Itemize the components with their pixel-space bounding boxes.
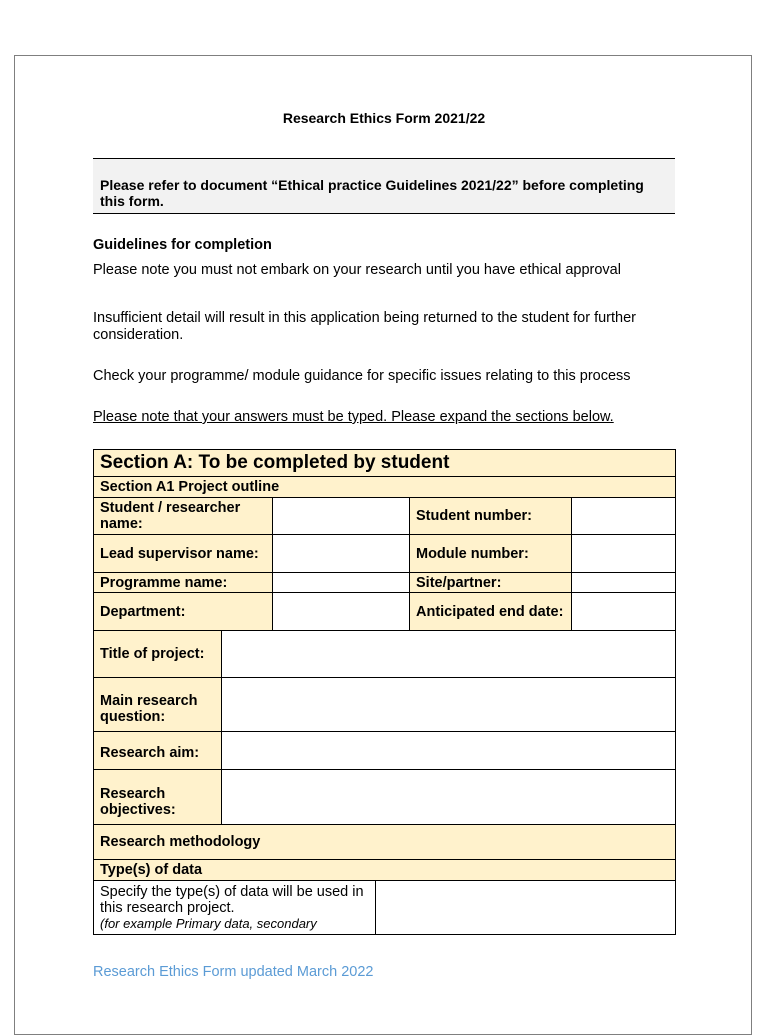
- guidelines-notice: Please refer to document “Ethical practice Guidelines 2021/22” before completing this form.: [93, 158, 675, 214]
- types-of-data-heading: Type(s) of data: [94, 860, 676, 881]
- module-number-label: Module number:: [410, 535, 572, 573]
- module-number-field[interactable]: [572, 535, 676, 573]
- main-question-label: Main research question:: [94, 678, 222, 732]
- specify-data-label: Specify the type(s) of data will be used in this research project. (for example Primary data, secondary: [94, 881, 376, 935]
- instruction-paragraph: Please note you must not embark on your research until you have ethical approval: [93, 262, 621, 278]
- site-partner-field[interactable]: [572, 573, 676, 593]
- footer-note: Research Ethics Form updated March 2022: [93, 964, 374, 980]
- programme-name-label: Programme name:: [94, 573, 273, 593]
- student-name-field[interactable]: [273, 498, 410, 535]
- site-partner-label: Site/partner:: [410, 573, 572, 593]
- student-number-field[interactable]: [572, 498, 676, 535]
- section-a-title: Section A: To be completed by student: [94, 450, 676, 477]
- research-objectives-field[interactable]: [222, 770, 676, 825]
- typed-answers-note: Please note that your answers must be typed. Please expand the sections below.: [93, 409, 614, 425]
- department-field[interactable]: [273, 593, 410, 631]
- end-date-label: Anticipated end date:: [410, 593, 572, 631]
- section-a-form: [93, 449, 676, 935]
- specify-data-field[interactable]: [376, 881, 676, 935]
- document-title: Research Ethics Form 2021/22: [282, 110, 486, 126]
- student-number-label: Student number:: [410, 498, 572, 535]
- project-title-label: Title of project:: [94, 631, 222, 678]
- project-title-field[interactable]: [222, 631, 676, 678]
- research-aim-field[interactable]: [222, 732, 676, 770]
- main-question-field[interactable]: [222, 678, 676, 732]
- end-date-field[interactable]: [572, 593, 676, 631]
- research-objectives-label: Research objectives:: [94, 770, 222, 825]
- student-name-label: Student / researcher name:: [94, 498, 273, 535]
- research-aim-label: Research aim:: [94, 732, 222, 770]
- specify-data-example-note: (for example Primary data, secondary: [100, 915, 317, 931]
- research-methodology-heading: Research methodology: [94, 825, 676, 860]
- guidelines-heading: Guidelines for completion: [93, 237, 272, 253]
- section-a1-title: Section A1 Project outline: [94, 477, 676, 498]
- lead-supervisor-label: Lead supervisor name:: [94, 535, 273, 573]
- programme-name-field[interactable]: [273, 573, 410, 593]
- department-label: Department:: [94, 593, 273, 631]
- instruction-paragraph: Insufficient detail will result in this application being returned to the student for further consideration.: [93, 310, 636, 343]
- lead-supervisor-field[interactable]: [273, 535, 410, 573]
- instruction-paragraph: Check your programme/ module guidance for specific issues relating to this process: [93, 368, 631, 384]
